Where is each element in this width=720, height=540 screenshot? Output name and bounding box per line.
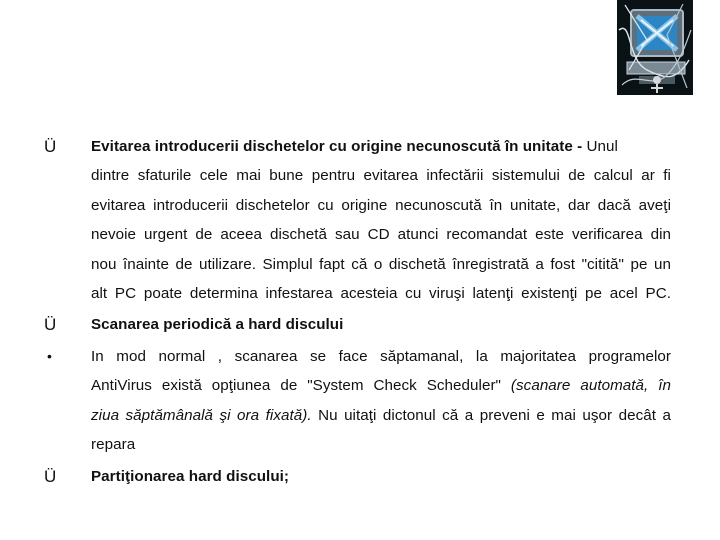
heading-evitarea: Evitarea introducerii dischetelor cu origine necunoscută în unitate <box>91 138 573 155</box>
paragraph-evitarea <box>91 132 671 308</box>
text-line: ziua săptămânală şi ora fixată). Nu uitaţi dictonul că a preveni e mai uşor decât a <box>91 406 671 424</box>
text-line: repara <box>91 436 136 454</box>
text-line: nou înainte de utilizare. Simplul fapt că o dischetă înregistrată a fost "citită" pe un <box>91 255 671 273</box>
text-line: Unul <box>586 138 618 155</box>
arrow-bullet-icon: Ü <box>44 315 57 334</box>
paragraph-in-mod-normal <box>91 342 671 460</box>
arrow-bullet-icon: Ü <box>44 467 57 486</box>
dot-bullet-icon: • <box>47 348 52 364</box>
heading-separator: - <box>572 138 587 155</box>
text-line: evitarea introducerii dischetelor cu origine necunoscută în unitate, dar dacă aveţi <box>91 196 671 214</box>
text-line: In mod normal , scanarea se face săptamanal, la majoritatea programelor <box>91 348 671 365</box>
text-line: dintre sfaturile cele mai bune pentru evitarea infectării sistemului de calcul ar fi <box>91 167 671 185</box>
text-line: nevoie urgent de aceea dischetă sau CD atunci recomandat este verificarea din <box>91 226 671 244</box>
heading-partitionarea: Partiţionarea hard discului; <box>91 468 290 485</box>
text-line: alt PC poate determina infestarea acesteia cu viruşi latenţi existenţi pe acel PC. <box>91 285 671 303</box>
heading-scanarea: Scanarea periodică a hard discului <box>91 316 344 333</box>
text-line: AntiVirus există opţiunea de "System Check Scheduler" (scanare automată, în <box>91 377 671 395</box>
arrow-bullet-icon: Ü <box>44 137 57 156</box>
